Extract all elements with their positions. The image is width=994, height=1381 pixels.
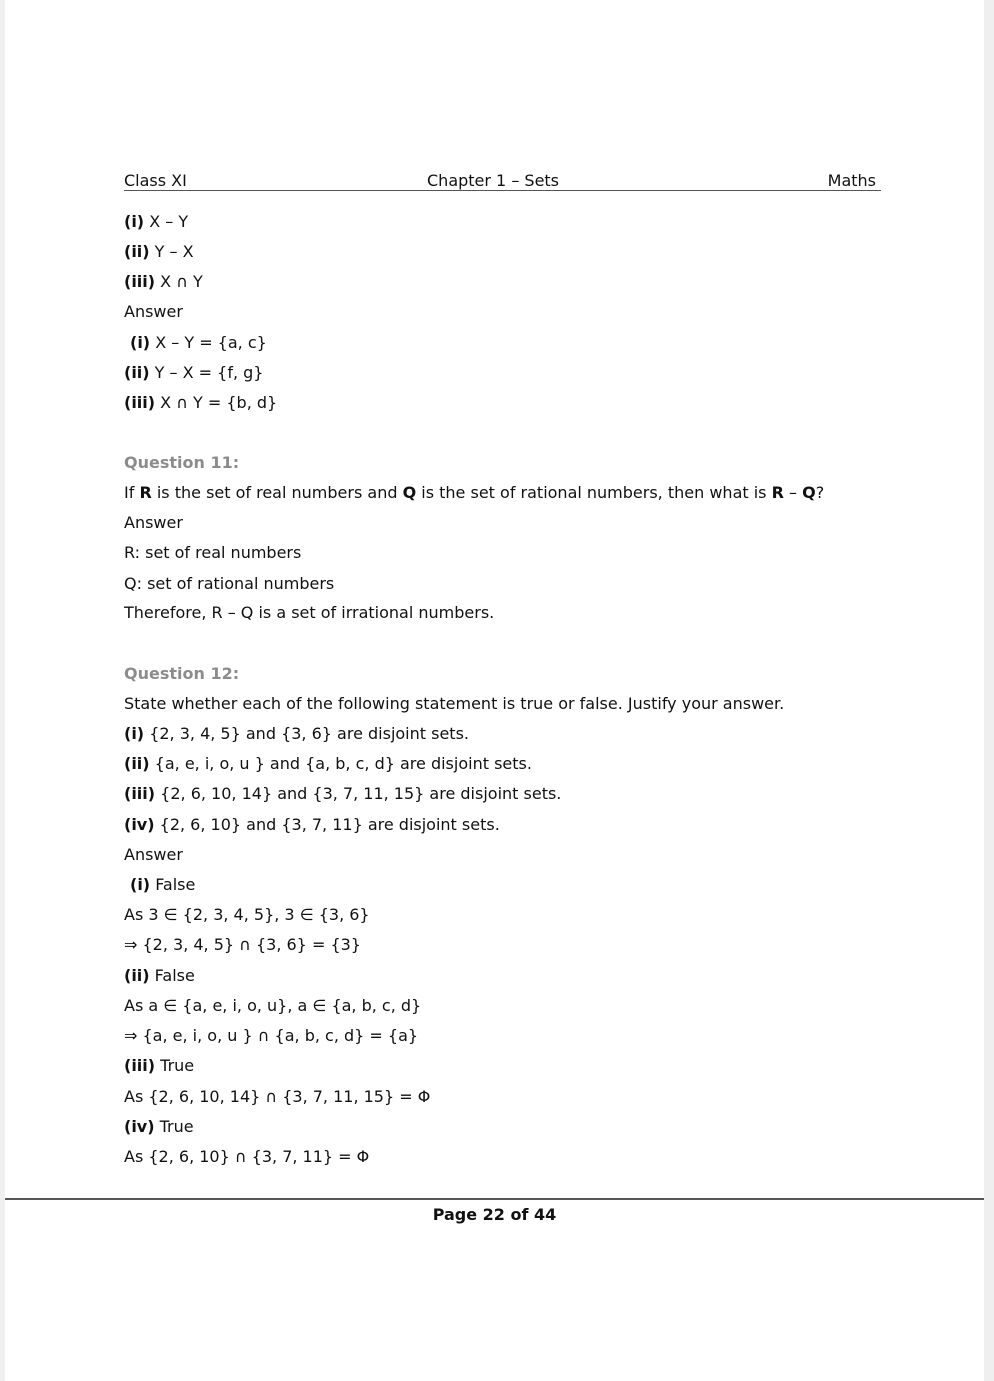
- q12-part-i: (i) {2, 3, 4, 5} and {3, 6} are disjoint sets.: [124, 724, 469, 743]
- page-header: [124, 171, 881, 191]
- q12-part-iii: (iii) {2, 6, 10, 14} and {3, 7, 11, 15} are disjoint sets.: [124, 784, 562, 803]
- q10-answer-i: (i) X – Y = {a, c}: [130, 333, 267, 352]
- q12-part-iv: (iv) {2, 6, 10} and {3, 7, 11} are disjoint sets.: [124, 815, 500, 834]
- document-page: [5, 0, 984, 1381]
- q10-answer-iii: (iii) X ∩ Y = {b, d}: [124, 393, 278, 412]
- q12-answer-ii-verdict: (ii) False: [124, 966, 195, 985]
- q12-prompt: State whether each of the following statement is true or false. Justify your answer.: [124, 694, 785, 713]
- q10-part-ii: (ii) Y – X: [124, 242, 194, 261]
- q12-part-ii: (ii) {a, e, i, o, u } and {a, b, c, d} are disjoint sets.: [124, 754, 532, 773]
- q12-answer-iv-line: As {2, 6, 10} ∩ {3, 7, 11} = Φ: [124, 1147, 370, 1166]
- q11-answer-line: Therefore, R – Q is a set of irrational numbers.: [124, 603, 495, 622]
- q11-question: If R is the set of real numbers and Q is the set of rational numbers, then what is R – Q?: [124, 483, 825, 502]
- q10-answer-label: Answer: [124, 302, 183, 321]
- q12-answer-iii-verdict: (iii) True: [124, 1056, 195, 1075]
- q12-answer-label: Answer: [124, 845, 183, 864]
- page-number: Page 22 of 44: [432, 1205, 557, 1224]
- q12-heading: Question 12:: [124, 664, 240, 683]
- q12-answer-ii-line: As a ∈ {a, e, i, o, u}, a ∈ {a, b, c, d}: [124, 996, 422, 1015]
- footer-divider: [5, 1198, 984, 1200]
- q12-answer-iv-verdict: (iv) True: [124, 1117, 194, 1136]
- q11-answer-label: Answer: [124, 513, 183, 532]
- header-subject: Maths: [827, 171, 876, 190]
- header-class: Class XI: [124, 171, 187, 190]
- q12-answer-i-line: As 3 ∈ {2, 3, 4, 5}, 3 ∈ {3, 6}: [124, 905, 370, 924]
- header-chapter: Chapter 1 – Sets: [427, 171, 560, 190]
- q10-answer-ii: (ii) Y – X = {f, g}: [124, 363, 264, 382]
- q10-part-iii: (iii) X ∩ Y: [124, 272, 203, 291]
- q11-answer-line: Q: set of rational numbers: [124, 574, 335, 593]
- q11-heading: Question 11:: [124, 453, 240, 472]
- q12-answer-iii-line: As {2, 6, 10, 14} ∩ {3, 7, 11, 15} = Φ: [124, 1087, 431, 1106]
- q12-answer-ii-line: ⇒ {a, e, i, o, u } ∩ {a, b, c, d} = {a}: [124, 1026, 419, 1045]
- q12-answer-i-line: ⇒ {2, 3, 4, 5} ∩ {3, 6} = {3}: [124, 935, 361, 954]
- q10-part-i: (i) X – Y: [124, 212, 189, 231]
- q12-answer-i-verdict: (i) False: [130, 875, 196, 894]
- q11-answer-line: R: set of real numbers: [124, 543, 302, 562]
